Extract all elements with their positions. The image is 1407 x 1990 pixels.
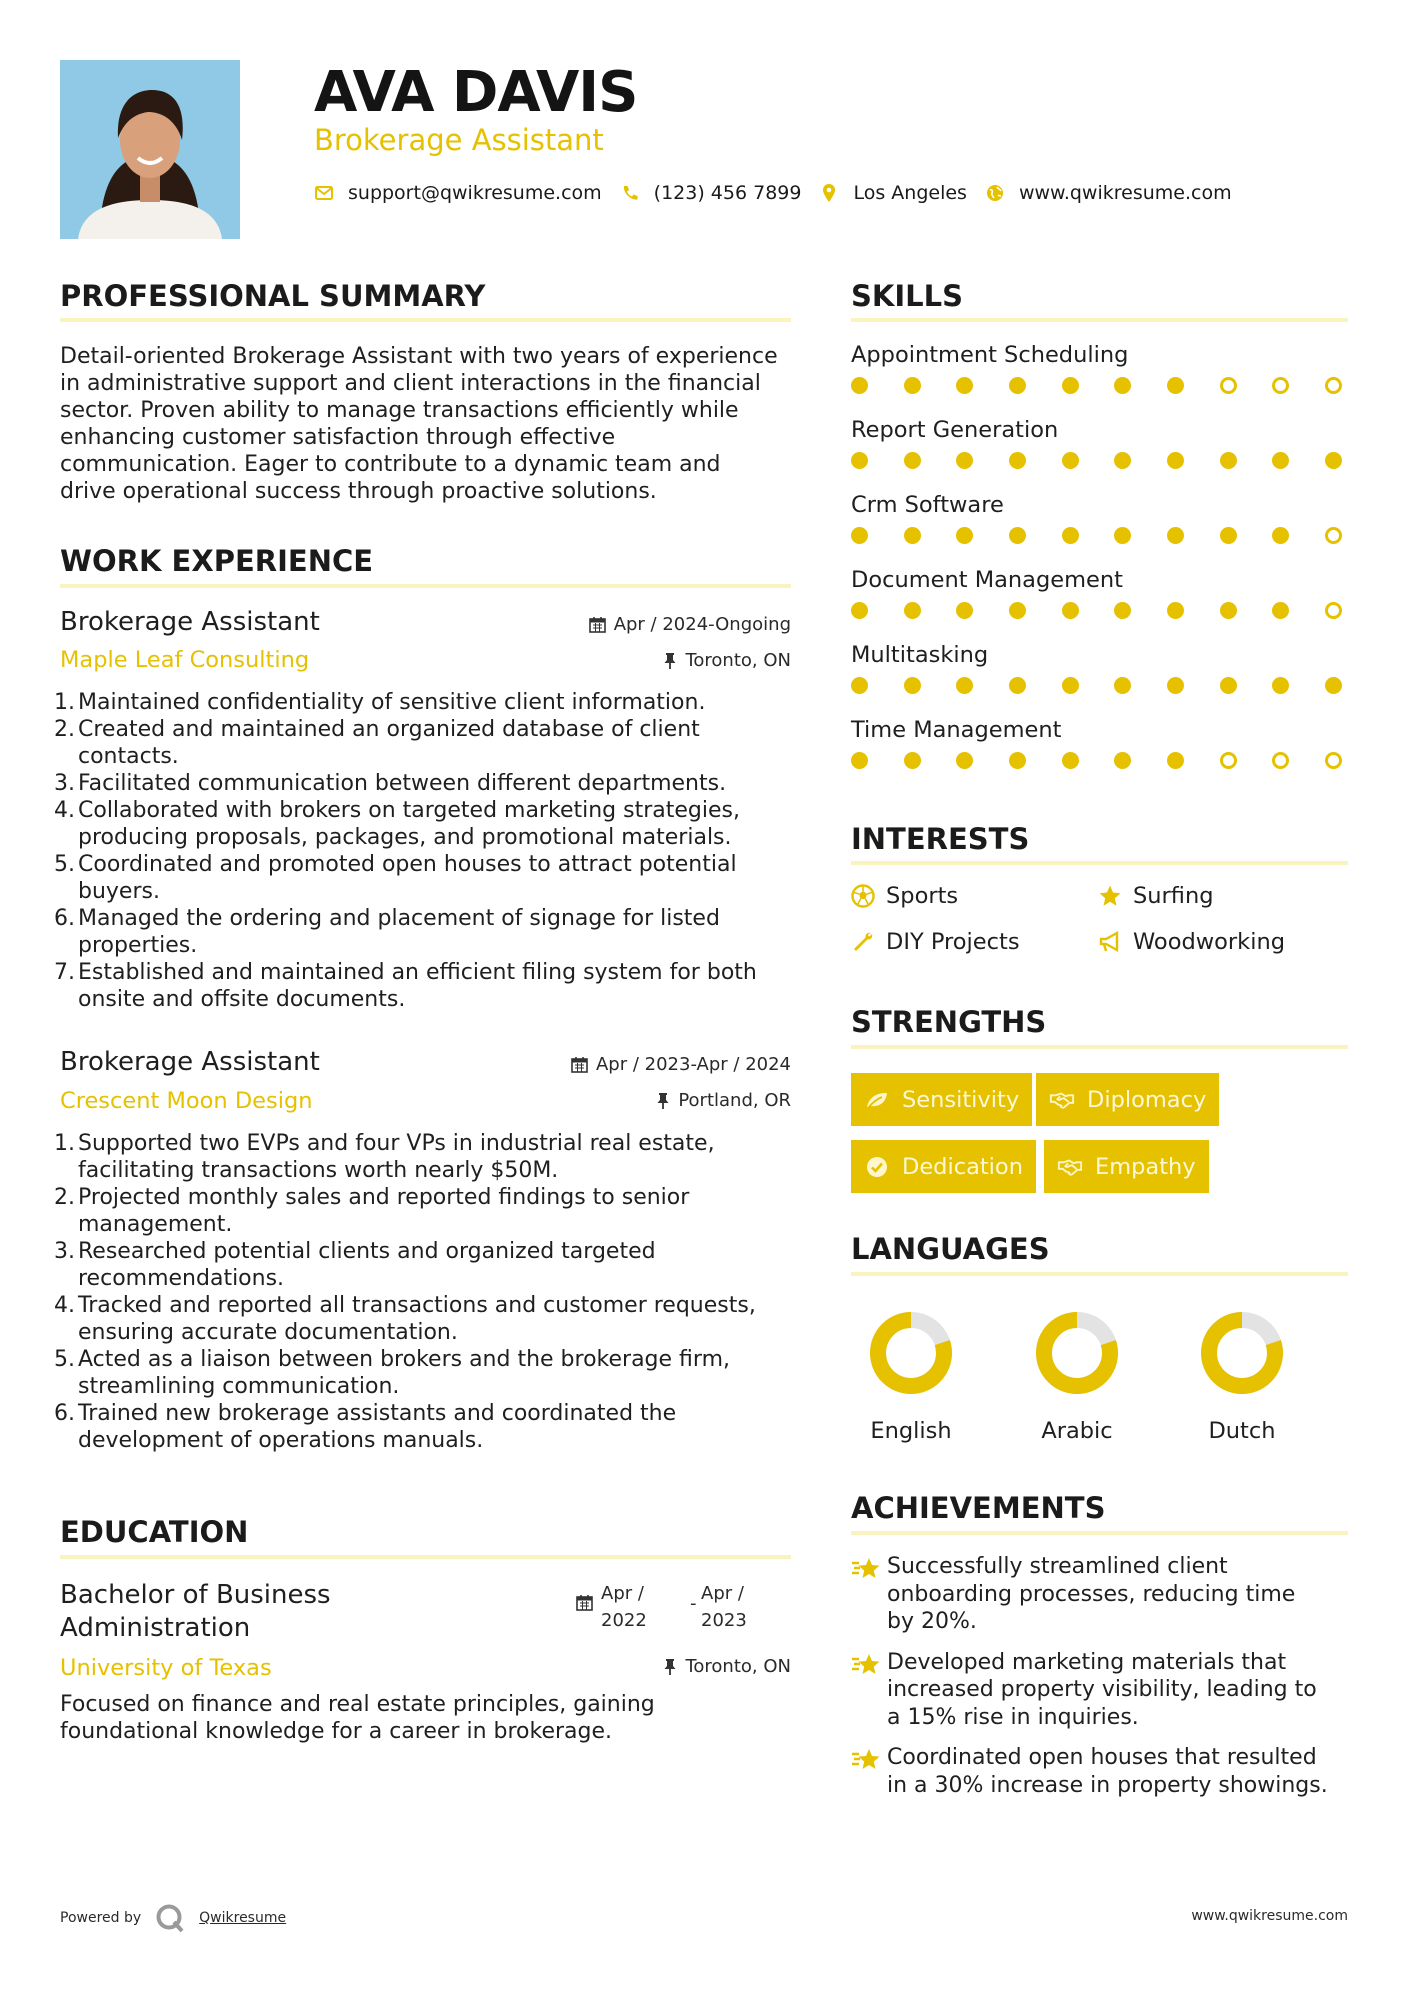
rating-dot-filled [1325,677,1342,694]
map-pin-icon [819,183,839,203]
rating-dot-filled [1062,677,1079,694]
languages-heading: LANGUAGES [851,1232,1050,1266]
interest-sports: Sports [850,883,958,909]
star-icon [1097,883,1123,909]
achievement-line: in a 30% increase in property showings. [887,1772,1328,1798]
job-location: Portland, OR [656,1090,791,1111]
job-location: Toronto, ON [663,650,791,671]
duty-line: producing proposals, packages, and promotional materials. [78,825,732,850]
language-name: Dutch [1208,1418,1276,1444]
duty-number: 3. [54,771,75,796]
achievement-item [851,1649,1348,1732]
skill-item [851,715,1348,790]
pushpin-icon [663,652,677,670]
achievement-text [887,1649,1317,1732]
globe-icon [985,183,1005,203]
achievement-line: by 20%. [887,1609,977,1634]
rating-dot-filled [1009,377,1026,394]
qwikresume-link[interactable]: Qwikresume [199,1910,287,1926]
trophy-star-icon [851,1649,887,1732]
duty-line: Collaborated with brokers on targeted marketing strategies, [78,798,740,823]
skill-label: Appointment Scheduling [851,342,1129,368]
interest-diy-projects: DIY Projects [850,929,1020,955]
achievement-line: a 15% rise in inquiries. [887,1704,1139,1730]
skill-item [851,640,1348,715]
rating-dot-filled [1009,602,1026,619]
skills-list [851,340,1348,790]
strengths-rule [851,1045,1348,1049]
check-circle-icon [864,1154,890,1180]
skill-rating [851,452,1342,472]
duty-item [54,1400,800,1454]
rating-dot-empty [1325,527,1342,544]
skills-rule [851,318,1348,322]
duty-item [54,959,800,1013]
education-heading: EDUCATION [60,1515,249,1549]
duty-line: Maintained confidentiality of sensitive client information. [78,690,706,715]
duty-line: Managed the ordering and placement of signage for listed [78,906,720,931]
summary-heading: PROFESSIONAL SUMMARY [60,279,486,313]
pushpin-icon [663,1658,677,1676]
duty-item [54,770,800,797]
skill-item [851,490,1348,565]
rating-dot-filled [851,452,868,469]
duty-line: Supported two EVPs and four VPs in industrial real estate, [78,1131,715,1156]
duty-item [54,851,800,905]
achievements-rule [851,1531,1348,1535]
duty-item [54,1346,800,1400]
contact-location [819,182,966,204]
summary-line: Detail-oriented Brokerage Assistant with two years of experience [60,344,778,369]
rating-dot-filled [851,377,868,394]
strength-badge-dedication: Dedication [851,1140,1036,1193]
footer-url[interactable]: www.qwikresume.com [1191,1908,1348,1924]
email-text: support@qwikresume.com [348,182,602,204]
language-ring [866,1308,956,1398]
duty-line: facilitating transactions worth nearly $50M. [78,1158,559,1183]
duty-item [54,689,800,716]
interest-surfing: Surfing [1097,883,1214,909]
rating-dot-filled [1167,377,1184,394]
rating-dot-filled [1167,752,1184,769]
envelope-icon [314,183,334,203]
duty-line: ensuring accurate documentation. [78,1320,458,1345]
rating-dot-empty [1220,752,1237,769]
rating-dot-filled [904,527,921,544]
duty-line: Acted as a liaison between brokers and the brokerage firm, [78,1347,730,1372]
strength-badge-sensitivity: Sensitivity [851,1073,1032,1126]
languages-rule [851,1272,1348,1276]
trophy-star-icon [851,1744,887,1799]
skill-label: Multitasking [851,642,989,668]
summary-line: drive operational success through proactive solutions. [60,479,657,504]
rating-dot-filled [1220,602,1237,619]
skill-label: Report Generation [851,417,1059,443]
summary-rule [60,318,791,322]
qwikresume-logo-icon [155,1903,185,1933]
calendar-icon [576,1594,593,1615]
job-dates: Apr / 2024-Ongoing [589,614,791,635]
rating-dot-filled [1167,527,1184,544]
duty-line: Trained new brokerage assistants and coordinated the [78,1401,677,1426]
rating-dot-filled [1220,452,1237,469]
duty-number: 5. [54,852,75,877]
strength-badge-empathy: Empathy [1044,1140,1209,1193]
skill-rating [851,377,1342,397]
contact-website[interactable] [985,182,1232,204]
achievement-line: onboarding processes, reducing time [887,1581,1296,1607]
rating-dot-filled [1062,452,1079,469]
duty-line: Tracked and reported all transactions and customer requests, [78,1293,756,1318]
summary-line: sector. Proven ability to manage transactions efficiently while [60,398,739,423]
job-company: Crescent Moon Design [60,1088,313,1114]
education-rule [60,1555,791,1559]
rating-dot-filled [904,677,921,694]
achievement-line: Developed marketing materials that [887,1649,1287,1675]
skill-rating [851,677,1342,697]
duty-line: Coordinated and promoted open houses to attract potential [78,852,737,877]
handshake-icon [1049,1087,1075,1113]
rating-dot-filled [1167,602,1184,619]
soccer-ball-icon [850,883,876,909]
contact-email[interactable] [314,182,602,204]
language-name: English [870,1418,952,1444]
duty-number: 4. [54,1293,75,1318]
strengths-heading: STRENGTHS [851,1005,1047,1039]
duty-line: Researched potential clients and organized targeted [78,1239,656,1264]
duty-item [54,716,800,770]
skill-rating [851,527,1342,547]
rating-dot-filled [956,677,973,694]
edu-end-date: Apr / 2023 [701,1583,747,1631]
wrench-icon [850,929,876,955]
summary-line: communication. Eager to contribute to a dynamic team and [60,452,721,477]
skill-label: Time Management [851,717,1062,743]
achievement-item [851,1553,1348,1636]
rating-dot-filled [1062,377,1079,394]
contact-bar [314,178,1250,208]
edu-location: Toronto, ON [663,1656,791,1677]
rating-dot-empty [1325,752,1342,769]
rating-dot-filled [956,752,973,769]
duty-line: Created and maintained an organized database of client [78,717,700,742]
job-role: Brokerage Assistant [60,607,320,637]
handshake-icon [1057,1154,1083,1180]
leaf-icon [864,1087,890,1113]
calendar-icon [571,1056,588,1073]
skill-rating [851,752,1342,772]
rating-dot-filled [1062,602,1079,619]
duty-number: 6. [54,906,75,931]
duty-item [54,1292,800,1346]
rating-dot-filled [1114,377,1131,394]
duty-number: 1. [54,690,75,715]
language-item [851,1308,971,1444]
profile-photo [60,60,240,239]
skill-label: Document Management [851,567,1123,593]
phone-text: (123) 456 7899 [653,182,802,204]
rating-dot-filled [1062,752,1079,769]
contact-phone[interactable] [620,182,802,204]
rating-dot-empty [1272,752,1289,769]
skill-rating [851,602,1342,622]
rating-dot-filled [1272,677,1289,694]
rating-dot-filled [1167,677,1184,694]
edu-date-dash: - [690,1593,697,1614]
skill-label: Crm Software [851,492,1004,518]
rating-dot-filled [851,677,868,694]
trophy-star-icon [851,1553,887,1636]
language-ring [1032,1308,1122,1398]
language-item [1182,1308,1302,1444]
duty-line: buyers. [78,879,160,904]
duty-number: 3. [54,1239,75,1264]
achievement-line: Successfully streamlined client [887,1554,1228,1579]
achievement-text [887,1553,1295,1636]
duty-line: recommendations. [78,1266,285,1291]
megaphone-icon [1097,929,1123,955]
rating-dot-filled [956,452,973,469]
school-name: University of Texas [60,1655,272,1681]
duty-item [54,1130,800,1184]
website-text: www.qwikresume.com [1018,182,1232,204]
achievement-item [851,1744,1348,1799]
interests-rule [851,861,1348,865]
rating-dot-filled [904,752,921,769]
duty-line: onsite and offsite documents. [78,987,406,1012]
duty-line: contacts. [78,744,179,769]
duty-line: management. [78,1212,233,1237]
duty-item [54,905,800,959]
languages-list [851,1308,1348,1448]
education-description: Focused on finance and real estate principles, gaining foundational knowledge for a career in brokerage. [60,1692,655,1744]
duty-number: 7. [54,960,75,985]
achievements-list [851,1553,1348,1812]
language-item [1017,1308,1137,1444]
rating-dot-filled [1114,677,1131,694]
rating-dot-filled [851,752,868,769]
rating-dot-filled [1009,677,1026,694]
achievement-line: increased property visibility, leading to [887,1677,1317,1702]
duty-number: 2. [54,717,75,742]
summary-line: in administrative support and client interactions in the financial [60,371,761,396]
degree-title: Bachelor of Business Administration [60,1580,331,1643]
rating-dot-filled [1009,752,1026,769]
skill-item [851,340,1348,415]
duty-line: development of operations manuals. [78,1428,484,1453]
job-company: Maple Leaf Consulting [60,647,310,673]
duty-line: Facilitated communication between different departments. [78,771,727,796]
location-text: Los Angeles [853,182,967,204]
duty-number: 4. [54,798,75,823]
job-duties [54,1130,800,1454]
rating-dot-filled [851,602,868,619]
interests-heading: INTERESTS [851,822,1030,856]
phone-icon [620,183,640,203]
language-name: Arabic [1041,1418,1113,1444]
achievement-line: Coordinated open houses that resulted [887,1745,1317,1770]
experience-heading: WORK EXPERIENCE [60,544,374,578]
rating-dot-filled [1062,527,1079,544]
duty-number: 1. [54,1131,75,1156]
job-role: Brokerage Assistant [60,1047,320,1077]
rating-dot-filled [904,452,921,469]
rating-dot-filled [1114,752,1131,769]
job-duties [54,689,800,1013]
calendar-icon [589,616,606,633]
skill-item [851,415,1348,490]
rating-dot-filled [956,602,973,619]
summary-line: enhancing customer satisfaction through effective [60,425,616,450]
pushpin-icon [656,1092,670,1110]
duty-item [54,1184,800,1238]
rating-dot-empty [1325,377,1342,394]
rating-dot-filled [956,527,973,544]
language-ring [1197,1308,1287,1398]
skills-heading: SKILLS [851,279,963,313]
job-dates: Apr / 2023-Apr / 2024 [571,1054,791,1075]
rating-dot-filled [1009,452,1026,469]
summary-text [60,343,800,505]
strength-badge-diplomacy: Diplomacy [1036,1073,1219,1126]
candidate-title: Brokerage Assistant [314,123,604,157]
rating-dot-empty [1325,602,1342,619]
candidate-name: AVA DAVIS [314,60,638,125]
rating-dot-empty [1272,377,1289,394]
duty-item [54,1238,800,1292]
rating-dot-filled [1167,452,1184,469]
rating-dot-filled [904,602,921,619]
edu-start-date: Apr / 2022 [601,1583,647,1631]
rating-dot-filled [956,377,973,394]
rating-dot-filled [1114,527,1131,544]
duty-number: 2. [54,1185,75,1210]
duty-line: Established and maintained an efficient filing system for both [78,960,757,985]
rating-dot-filled [1325,452,1342,469]
achievements-heading: ACHIEVEMENTS [851,1491,1106,1525]
rating-dot-filled [851,527,868,544]
footer-powered [60,1903,286,1933]
rating-dot-filled [1272,527,1289,544]
duty-number: 6. [54,1401,75,1426]
interest-woodworking: Woodworking [1097,929,1285,955]
duty-line: streamlining communication. [78,1374,400,1399]
rating-dot-filled [1220,677,1237,694]
duty-item [54,797,800,851]
skill-item [851,565,1348,640]
rating-dot-filled [904,377,921,394]
experience-rule [60,584,791,588]
rating-dot-filled [1114,602,1131,619]
rating-dot-filled [1272,452,1289,469]
duty-line: Projected monthly sales and reported findings to senior [78,1185,690,1210]
duty-number: 5. [54,1347,75,1372]
rating-dot-filled [1114,452,1131,469]
powered-by-text: Powered by [60,1910,142,1926]
achievement-text [887,1744,1328,1799]
rating-dot-empty [1220,377,1237,394]
duty-line: properties. [78,933,198,958]
rating-dot-filled [1009,527,1026,544]
rating-dot-filled [1220,527,1237,544]
rating-dot-filled [1272,602,1289,619]
